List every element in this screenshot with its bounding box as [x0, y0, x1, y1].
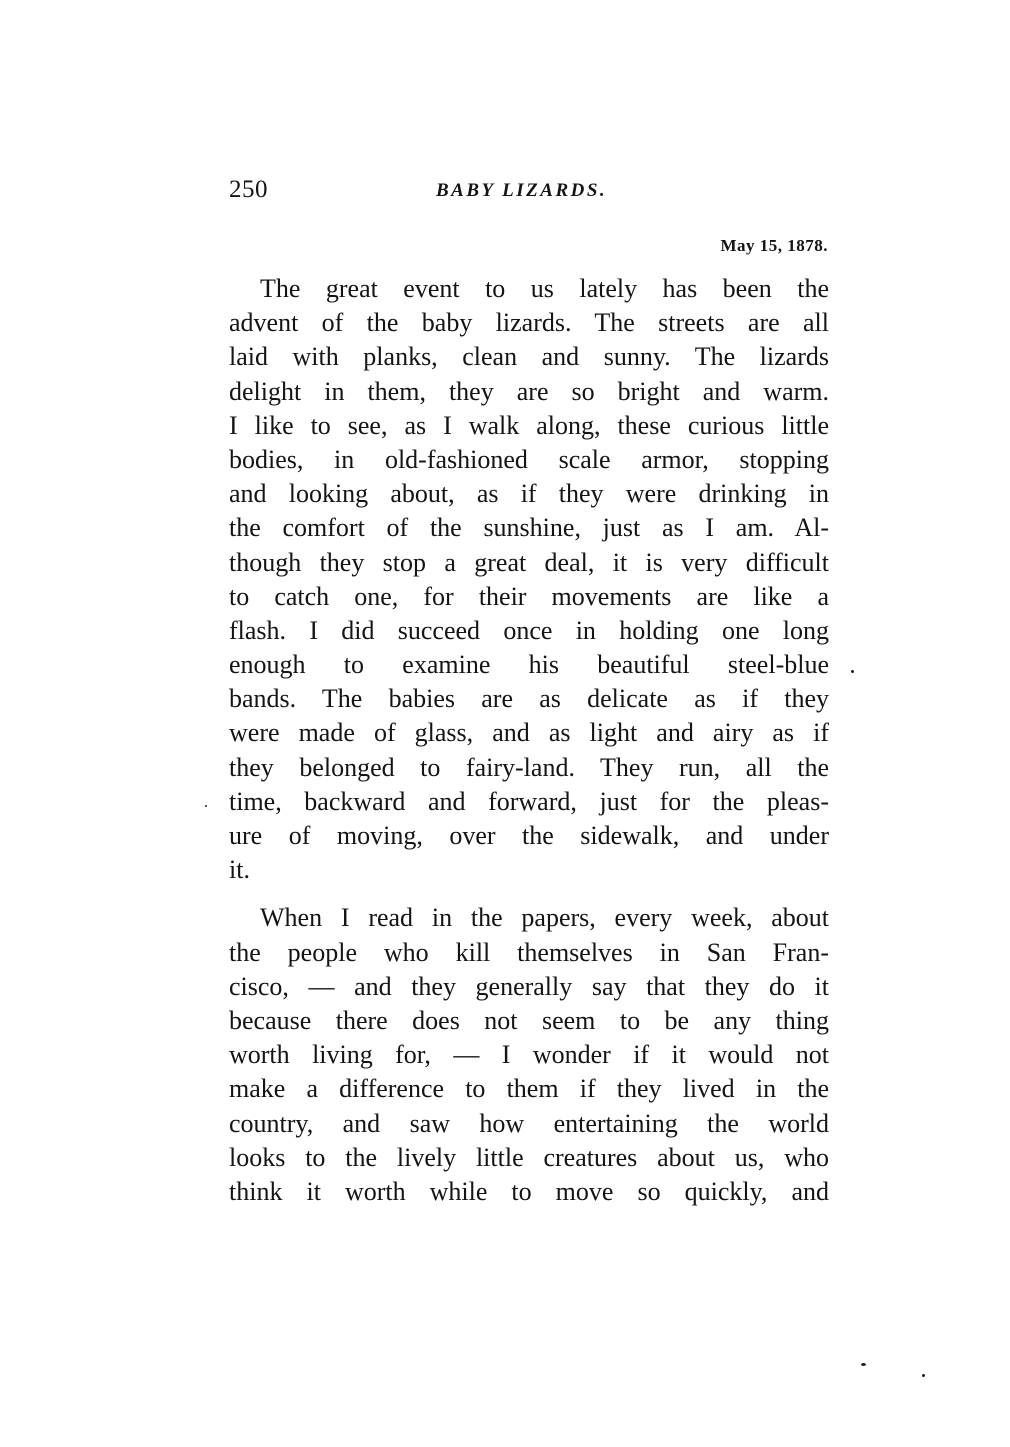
text-line: The great event to us lately has been the [260, 274, 829, 303]
ink-speck [861, 1363, 866, 1366]
ink-speck [922, 1374, 925, 1377]
text-line: cisco, — and they generally say that they do it [229, 971, 829, 1001]
text-line: enough to examine his beautiful steel-blue [229, 650, 829, 680]
page-header [229, 176, 829, 208]
text-line: country, and saw how entertaining the world [229, 1108, 829, 1138]
text-line: flash. I did succeed once in holding one long [229, 615, 829, 645]
page-number: 250 [229, 176, 268, 203]
text-line: bodies, in old-fashioned scale armor, stopping [229, 444, 829, 474]
dateline: May 15, 1878. [720, 236, 828, 255]
text-line: time, backward and forward, just for the pleas- [229, 786, 829, 816]
ink-speck [851, 670, 854, 673]
text-line: worth living for, — I wonder if it would not [229, 1040, 829, 1070]
text-line: I like to see, as I walk along, these curious little [229, 410, 829, 440]
text-line: were made of glass, and as light and airy as if [229, 718, 829, 748]
text-line: bands. The babies are as delicate as if they [229, 684, 829, 714]
text-line: make a difference to them if they lived in the [229, 1074, 829, 1104]
paragraph-gap [229, 887, 829, 901]
text-line: When I read in the papers, every week, about [260, 903, 829, 933]
paragraph [229, 901, 829, 1209]
ink-speck [205, 805, 207, 807]
text-line: the people who kill themselves in San Fran- [229, 937, 829, 967]
text-line: think it worth while to move so quickly, and [229, 1176, 829, 1206]
text-line: the comfort of the sunshine, just as I am. Al- [229, 513, 829, 543]
text-line: they belonged to fairy-land. They run, all the [229, 752, 829, 782]
text-line: delight in them, they are so bright and warm. [229, 376, 829, 406]
text-line: laid with planks, clean and sunny. The lizards [229, 342, 829, 372]
text-line: looks to the lively little creatures about us, who [229, 1142, 829, 1172]
text-line: ure of moving, over the sidewalk, and under [229, 821, 829, 850]
text-line: to catch one, for their movements are like a [229, 581, 829, 611]
text-line: though they stop a great deal, it is very difficult [229, 547, 829, 577]
text-line: and looking about, as if they were drinking in [229, 479, 829, 509]
paragraph [229, 272, 829, 887]
text-line: it. [229, 855, 250, 885]
text-line: because there does not seem to be any thing [229, 1005, 829, 1035]
running-head: BABY LIZARDS. [436, 180, 608, 201]
text-line: advent of the baby lizards. The streets are all [229, 308, 829, 338]
body-text [229, 272, 829, 1209]
